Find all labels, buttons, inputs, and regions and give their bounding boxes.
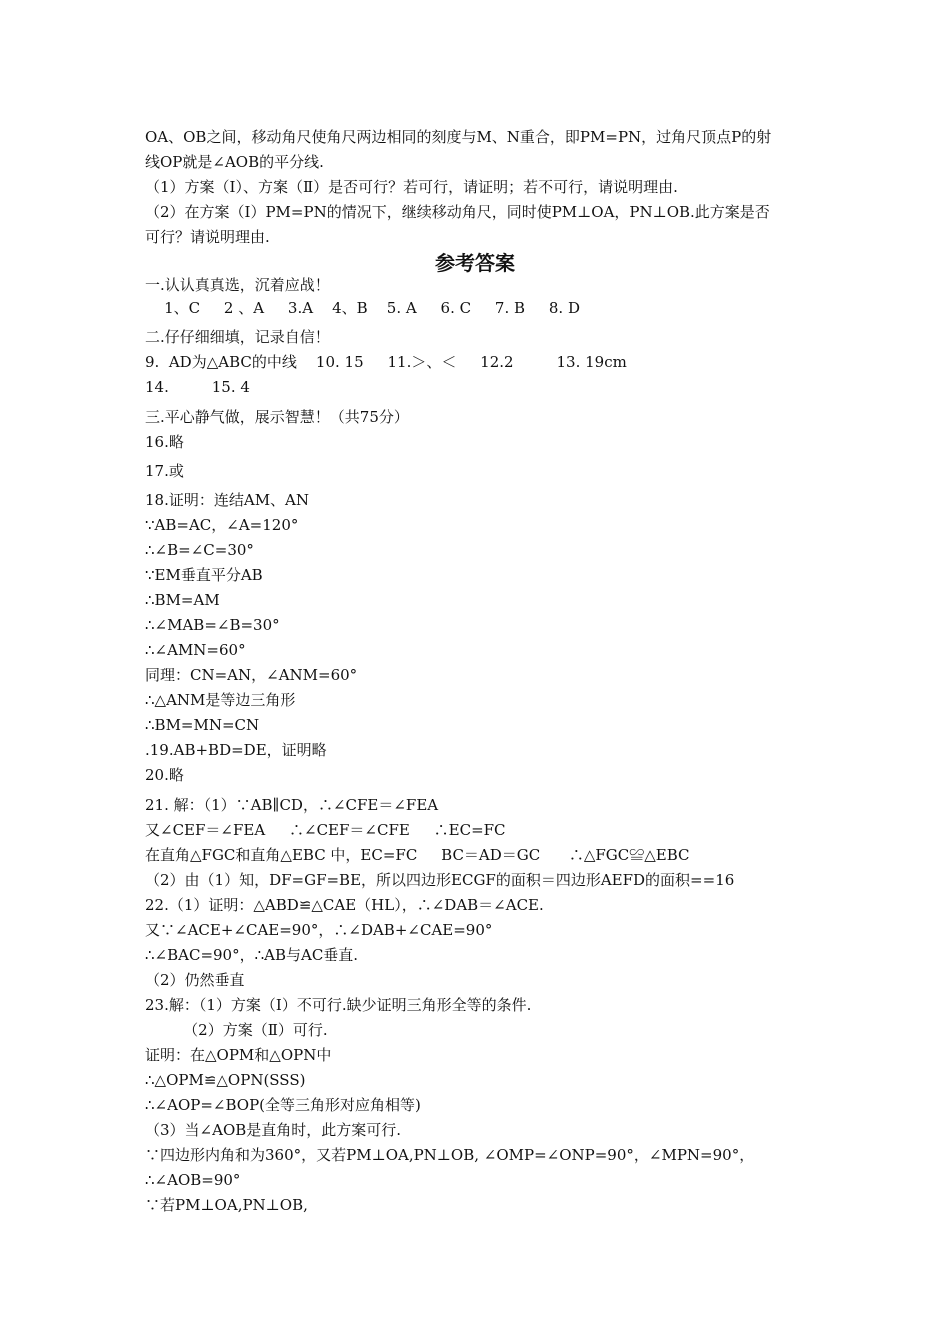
- answer-line: ∴∠AOP=∠BOP(全等三角形对应角相等): [145, 1096, 421, 1114]
- answer-line: （3）当∠AOB是直角时，此方案可行.: [145, 1121, 402, 1139]
- section2-answers-line2: 14. 15. 4: [145, 378, 250, 396]
- answer-line: 在直角△FGC和直角△EBC 中，EC=FC BC＝AD＝GC ∴△FGC≌△EBC: [145, 846, 690, 864]
- answer-line: 21. 解：（1）∵AB∥CD，∴∠CFE＝∠FEA: [145, 796, 439, 814]
- section2-heading: 二.仔仔细细填，记录自信！: [145, 328, 330, 346]
- answer-line: ∵AB=AC，∠A=120°: [145, 516, 299, 534]
- intro-line-2: 线OP就是∠AOB的平分线.: [145, 153, 324, 171]
- answer-line: 23.解：（1）方案（Ⅰ）不可行.缺少证明三角形全等的条件.: [145, 996, 532, 1014]
- answer-line: ∴∠AOB=90°: [145, 1171, 241, 1189]
- answer-line: ∴∠B=∠C=30°: [145, 541, 254, 559]
- intro-line-1: OA、OB之间，移动角尺使角尺两边相同的刻度与M、N重合，即PM=PN，过角尺顶点P的射: [145, 128, 772, 146]
- answer-line: 同理：CN=AN，∠ANM=60°: [145, 666, 358, 684]
- section3-heading: 三.平心静气做，展示智慧！（共75分）: [145, 408, 409, 426]
- answer-line: ∴BM=AM: [145, 591, 220, 609]
- answer-line: ∵EM垂直平分AB: [145, 566, 263, 584]
- answer-line: 16.略: [145, 433, 184, 451]
- answer-line: ∴∠BAC=90°，∴AB与AC垂直.: [145, 946, 359, 964]
- intro-question-2: （2）在方案（Ⅰ）PM=PN的情况下，继续移动角尺，同时使PM⊥OA，PN⊥OB.此方案是否: [145, 203, 770, 221]
- answer-line: 18.证明：连结AM、AN: [145, 491, 310, 509]
- answer-line: 又∵∠ACE+∠CAE=90°，∴∠DAB+∠CAE=90°: [145, 921, 493, 939]
- answer-line: 22.（1）证明：△ABD≌△CAE（HL），∴∠DAB＝∠ACE.: [145, 896, 544, 914]
- answer-line: （2）仍然垂直: [145, 971, 245, 989]
- answer-line: ∴△OPM≌△OPN(SSS): [145, 1071, 306, 1089]
- answer-line: ∴BM=MN=CN: [145, 716, 260, 734]
- answer-line: ∵若PM⊥OA,PN⊥OB,: [145, 1196, 308, 1214]
- answer-line: 证明：在△OPM和△OPN中: [145, 1046, 332, 1064]
- intro-line-5: 可行？请说明理由.: [145, 228, 270, 246]
- answer-line: 17.或: [145, 462, 184, 480]
- answer-line: ∴∠AMN=60°: [145, 641, 246, 659]
- answer-line: 20.略: [145, 766, 184, 784]
- answer-line: ∵四边形内角和为360°，又若PM⊥OA,PN⊥OB, ∠OMP=∠ONP=90°，∠MPN=90°，: [145, 1146, 755, 1164]
- section1-answers: 1、C 2 、A 3.A 4、B 5. A 6. C 7. B 8. D: [145, 299, 580, 317]
- section1-heading: 一.认认真真选，沉着应战！: [145, 276, 330, 294]
- answer-line: （2）方案（Ⅱ）可行.: [145, 1021, 328, 1039]
- answer-line: .19.AB+BD=DE，证明略: [145, 741, 327, 759]
- answer-line: ∴∠MAB=∠B=30°: [145, 616, 280, 634]
- answer-line: （2）由（1）知，DF=GF=BE，所以四边形ECGF的面积＝四边形AEFD的面积==16: [145, 871, 735, 889]
- answer-line: 又∠CEF＝∠FEA ∴∠CEF＝∠CFE ∴EC=FC: [145, 821, 506, 839]
- section2-answers-line1: 9. AD为△ABC的中线 10. 15 11.＞、＜ 12.2 13. 19cm: [145, 353, 627, 371]
- answer-title: 参考答案: [435, 251, 515, 275]
- answer-line: ∴△ANM是等边三角形: [145, 691, 296, 709]
- intro-question-1: （1）方案（Ⅰ）、方案（Ⅱ）是否可行？若可行，请证明；若不可行，请说明理由.: [145, 178, 678, 196]
